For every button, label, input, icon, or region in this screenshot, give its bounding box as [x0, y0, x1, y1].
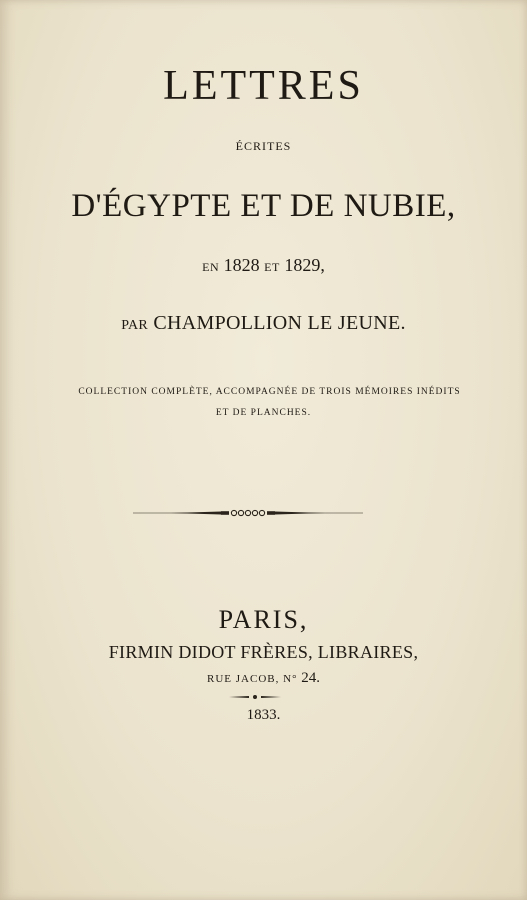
years-conjunction: ET: [264, 260, 280, 274]
author-prefix: PAR: [121, 318, 149, 333]
author-name: CHAMPOLLION LE JEUNE.: [153, 312, 406, 334]
book-heading: D'ÉGYPTE ET DE NUBIE,: [71, 188, 456, 224]
year-end: 1829,: [284, 255, 325, 275]
publication-city: PARIS,: [218, 605, 309, 634]
years-line: [0, 255, 527, 276]
address-street: RUE JACOB, N°: [207, 673, 298, 685]
book-subtitle: ÉCRITES: [235, 139, 292, 153]
book-title: LETTRES: [163, 63, 364, 109]
years-prefix: EN: [202, 260, 220, 274]
author-line: [0, 312, 527, 335]
collection-line-2: ET DE PLANCHES.: [215, 408, 312, 418]
collection-line-1: COLLECTION COMPLÈTE, ACCOMPAGNÉE DE TROIS MÉMOIRES INÉDITS: [78, 387, 461, 397]
publisher-address: [0, 670, 527, 687]
publication-date: 1833.: [246, 707, 281, 723]
publisher-name: FIRMIN DIDOT FRÈRES, LIBRAIRES,: [108, 642, 419, 662]
year-start: 1828: [223, 255, 260, 275]
small-ornamental-rule: [229, 694, 281, 700]
address-number: 24.: [301, 670, 320, 686]
ornamental-rule: [133, 507, 363, 519]
